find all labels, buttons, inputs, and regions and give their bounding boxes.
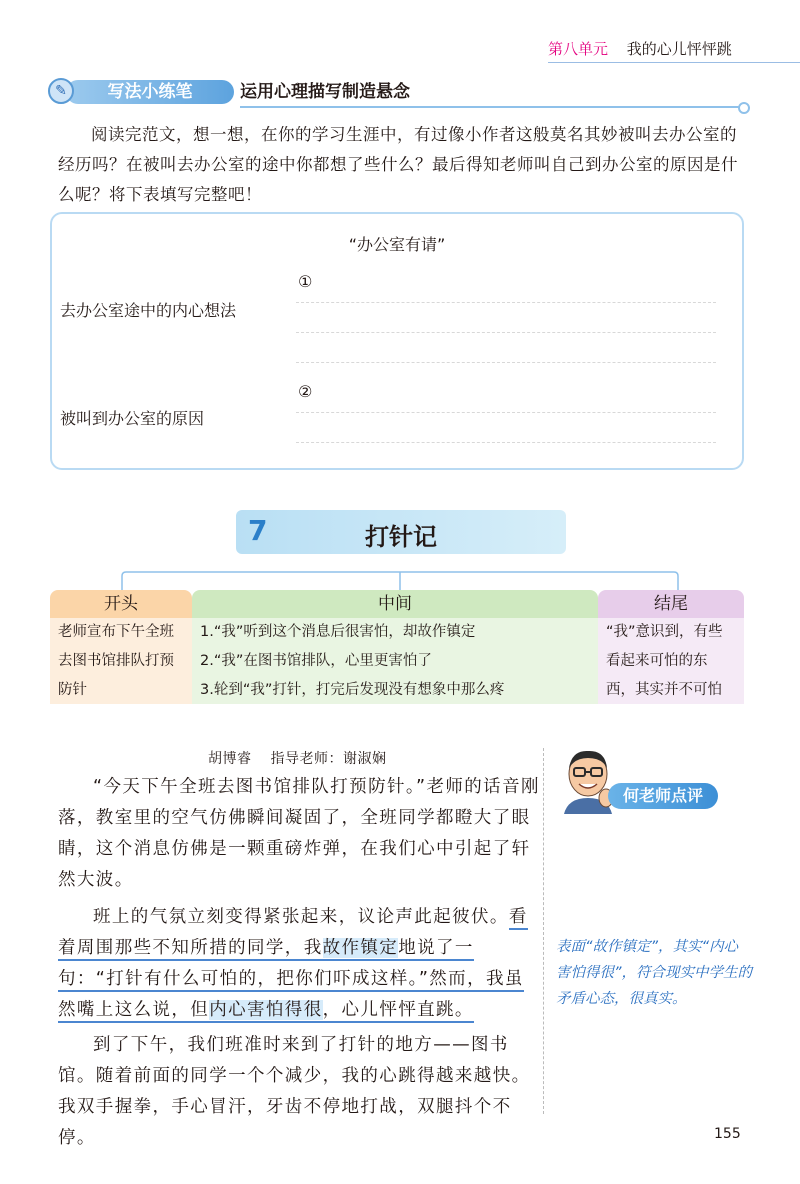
advisor-name: 指导老师：谢淑娴	[270, 751, 387, 767]
comment-text: 表面“故作镇定”，其实“内心害怕得很”，符合现实中学生的矛盾心态，很真实。	[556, 939, 753, 1007]
section-tag: 写法小练笔	[66, 80, 234, 104]
structure-middle-body	[192, 618, 598, 704]
essay-title-bar	[236, 510, 566, 554]
structure-end-body	[598, 618, 744, 704]
pen-icon: ✎	[48, 78, 74, 104]
banner-end-dot	[738, 102, 750, 114]
answer-line	[296, 442, 716, 444]
structure-begin-body	[50, 618, 192, 704]
author-line	[208, 748, 386, 768]
section-title: 运用心理描写制造悬念	[240, 82, 410, 102]
essay-text-segment: 看着周围那些不知所措的同学，我	[58, 907, 528, 958]
essay-text-segment: 地说了一句：“打针有什么可怕的，把你们吓成这样。”然而，我虽然嘴上这么说，但	[58, 938, 524, 1020]
comment-divider	[543, 748, 544, 1114]
essay-number: 7	[248, 514, 268, 547]
essay-text-segment: 班上的气氛立刻变得紧张起来，议论声此起彼伏。	[93, 907, 509, 927]
unit-header	[548, 38, 732, 59]
structure-end-header: 结尾	[598, 590, 744, 618]
structure-line: 3.轮到“我”打针，打完后发现没有想象中那么疼	[200, 682, 505, 698]
essay-text-segment: ，心儿怦怦直跳。	[322, 1000, 474, 1020]
row-number: ①	[298, 272, 313, 291]
essay-body	[58, 772, 540, 1154]
answer-line	[296, 362, 716, 364]
structure-connector	[120, 570, 680, 590]
structure-line: 去图书馆排队打预	[58, 653, 174, 669]
essay-title: 打针记	[365, 523, 437, 551]
structure-line: 西，其实并不可怕	[606, 682, 722, 698]
unit-title: 我的心儿怦怦跳	[626, 40, 732, 58]
answer-line	[296, 412, 716, 414]
table-title: “办公室有请”	[348, 235, 446, 254]
intro-paragraph: 阅读完范文，想一想，在你的学习生涯中，有过像小作者这般莫名其妙被叫去办公室的经历吗？在被叫去办公室的途中你都想了些什么？最后得知老师叫自己到办公室的原因是什么呢？将下表填写完整吧！	[58, 125, 738, 204]
answer-line	[296, 332, 716, 334]
office-table	[50, 212, 744, 470]
structure-line: 看起来可怕的东	[606, 653, 708, 669]
essay-paragraph: “今天下午全班去图书馆排队打预防针。”老师的话音刚落，教室里的空气仿佛瞬间凝固了，全班同学都瞪大了眼睛，这个消息仿佛是一颗重磅炸弹，在我们心中引起了轩然大波。	[58, 777, 540, 890]
structure-line: “我”意识到，有些	[606, 624, 723, 640]
section-banner	[44, 76, 750, 108]
answer-line	[296, 302, 716, 304]
author-name: 胡博睿	[208, 751, 252, 767]
highlighted-phrase: 内心害怕得很	[209, 1000, 323, 1020]
structure-line: 防针	[58, 682, 87, 698]
comment-tag: 何老师点评	[608, 783, 718, 809]
essay-paragraph	[58, 902, 540, 1026]
structure-middle-header: 中间	[192, 590, 598, 618]
essay-paragraph: 到了下午，我们班准时来到了打针的地方——图书馆。随着前面的同学一个个减少，我的心跳得越来越快。我双手握拳，手心冒汗，牙齿不停地打战，双腿抖个不停。	[58, 1035, 531, 1148]
unit-label: 第八单元	[548, 40, 609, 58]
structure-begin-header: 开头	[50, 590, 192, 618]
row-label: 被叫到办公室的原因	[60, 409, 205, 428]
highlighted-phrase: 故作镇定	[322, 938, 399, 958]
header-rule	[548, 62, 800, 63]
row-number: ②	[298, 382, 313, 401]
structure-line: 老师宣布下午全班	[58, 624, 174, 640]
banner-underline	[240, 106, 740, 108]
structure-line: 1.“我”听到这个消息后很害怕，却故作镇定	[200, 624, 476, 640]
row-label: 去办公室途中的内心想法	[60, 301, 237, 320]
structure-line: 2.“我”在图书馆排队，心里更害怕了	[200, 653, 432, 669]
page-number: 155	[714, 1126, 741, 1142]
